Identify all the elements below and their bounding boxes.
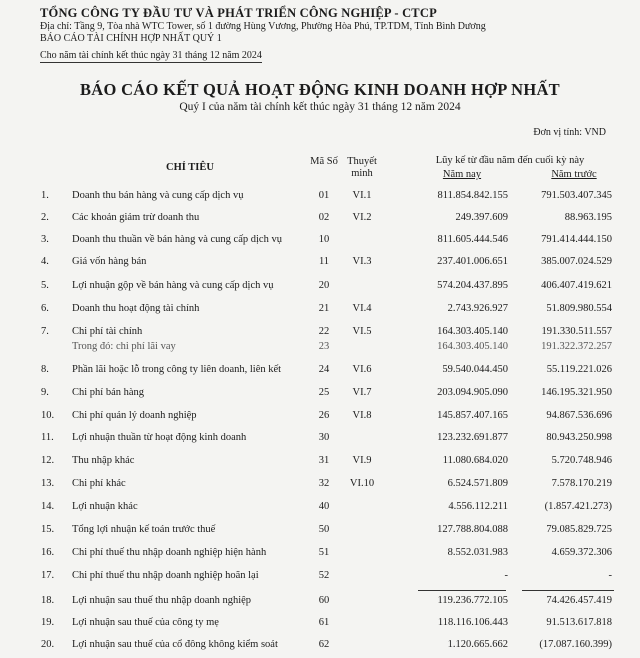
row-current-year: 811.605.444.546 — [437, 234, 508, 245]
row-code: 22 — [318, 326, 330, 337]
row-current-year: - — [504, 570, 508, 581]
row-previous-year: 94.867.536.696 — [546, 410, 612, 421]
row-label: Chi phí khác — [72, 478, 126, 489]
row-number: 16. — [41, 547, 55, 558]
table-row — [0, 501, 640, 515]
row-previous-year: 191.330.511.557 — [541, 326, 612, 337]
row-code: 10 — [318, 234, 330, 245]
table-row — [0, 595, 640, 609]
row-note: VI.9 — [352, 455, 372, 466]
report-period: Cho năm tài chính kết thúc ngày 31 tháng 12 năm 2024 — [40, 50, 262, 61]
row-previous-year: 385.007.024.529 — [541, 256, 612, 267]
column-header-chitieu: CHỈ TIÊU — [166, 162, 214, 173]
row-previous-year: 5.720.748.946 — [551, 455, 612, 466]
row-label: Chi phí thuế thu nhập doanh nghiệp hoãn lại — [72, 570, 259, 581]
row-code: 50 — [318, 524, 330, 535]
row-code: 60 — [318, 595, 330, 606]
row-previous-year: 406.407.419.621 — [541, 280, 612, 291]
row-current-year: 145.857.407.165 — [437, 410, 508, 421]
table-row — [0, 455, 640, 469]
row-current-year: 6.524.571.809 — [447, 478, 508, 489]
row-note: VI.1 — [352, 190, 372, 201]
column-header-maso: Mã Số — [310, 156, 338, 167]
table-row — [0, 570, 640, 584]
row-code: 01 — [318, 190, 330, 201]
row-number: 14. — [41, 501, 55, 512]
table-row — [0, 432, 640, 446]
row-note: VI.8 — [352, 410, 372, 421]
table-row — [0, 617, 640, 631]
row-label: Lợi nhuận gộp về bán hàng và cung cấp dịch vụ — [72, 280, 274, 291]
row-current-year: 11.080.684.020 — [442, 455, 508, 466]
row-code: 23 — [318, 341, 330, 352]
row-previous-year: 146.195.321.950 — [541, 387, 612, 398]
table-row — [0, 341, 640, 355]
row-current-year: 2.743.926.927 — [447, 303, 508, 314]
row-current-year: 1.120.665.662 — [447, 639, 508, 650]
column-header-thuyet-minh: Thuyết minh — [347, 156, 377, 179]
column-header-nam-nay: Năm nay — [442, 169, 482, 180]
company-name: TỔNG CÔNG TY ĐẦU TƯ VÀ PHÁT TRIỂN CÔNG NGHIỆP - CTCP — [40, 6, 437, 20]
row-note: VI.10 — [349, 478, 375, 489]
row-number: 9. — [41, 387, 49, 398]
row-label: Giá vốn hàng bán — [72, 256, 147, 267]
row-code: 62 — [318, 639, 330, 650]
table-row — [0, 256, 640, 270]
row-previous-year: 791.503.407.345 — [541, 190, 612, 201]
row-note: VI.6 — [352, 364, 372, 375]
row-label: Phần lãi hoặc lỗ trong công ty liên doanh, liên kết — [72, 364, 282, 375]
row-code: 24 — [318, 364, 330, 375]
row-number: 12. — [41, 455, 55, 466]
row-number: 8. — [41, 364, 49, 375]
row-code: 02 — [318, 212, 330, 223]
column-header-luy-ke: Lũy kế từ đầu năm đến cuối kỳ này — [435, 155, 585, 166]
row-label: Các khoản giảm trừ doanh thu — [72, 212, 200, 223]
row-previous-year: (17.087.160.399) — [539, 639, 612, 650]
row-previous-year: 51.809.980.554 — [546, 303, 612, 314]
row-previous-year: 80.943.250.998 — [546, 432, 612, 443]
row-number: 17. — [41, 570, 55, 581]
row-number: 15. — [41, 524, 55, 535]
row-code: 31 — [318, 455, 330, 466]
row-number: 18. — [41, 595, 55, 606]
table-row — [0, 478, 640, 492]
company-address: Địa chỉ: Tầng 9, Tòa nhà WTC Tower, số 1 đường Hùng Vương, Phường Hòa Phú, TP.TDM, Tỉnh Bình Dương — [40, 21, 486, 32]
row-label: Lợi nhuận sau thuế của cổ đông không kiểm soát — [72, 639, 278, 650]
row-label: Lợi nhuận thuần từ hoạt động kinh doanh — [72, 432, 247, 443]
row-code: 30 — [318, 432, 330, 443]
table-row — [0, 524, 640, 538]
row-current-year: 127.788.804.088 — [437, 524, 508, 535]
row-label: Lợi nhuận sau thuế của công ty mẹ — [72, 617, 219, 628]
table-row — [0, 280, 640, 294]
row-code: 61 — [318, 617, 330, 628]
row-code: 21 — [318, 303, 330, 314]
row-label: Lợi nhuận khác — [72, 501, 138, 512]
column-header-nam-truoc: Năm trước — [551, 169, 597, 180]
row-previous-year: 55.119.221.026 — [546, 364, 612, 375]
row-label: Chi phí thuế thu nhập doanh nghiệp hiện hành — [72, 547, 267, 558]
row-label: Doanh thu bán hàng và cung cấp dịch vụ — [72, 190, 244, 201]
row-current-year: 164.303.405.140 — [437, 326, 508, 337]
row-previous-year: - — [608, 570, 612, 581]
page-subtitle: Quý I của năm tài chính kết thúc ngày 31 tháng 12 năm 2024 — [179, 101, 461, 113]
row-previous-year: 791.414.444.150 — [541, 234, 612, 245]
row-previous-year: 4.659.372.306 — [551, 547, 612, 558]
row-code: 20 — [318, 280, 330, 291]
row-current-year: 118.116.106.443 — [437, 617, 508, 628]
table-row — [0, 639, 640, 653]
currency-unit: Đơn vị tính: VND — [533, 127, 606, 138]
row-previous-year: 79.085.829.725 — [546, 524, 612, 535]
document-header — [40, 6, 620, 63]
row-current-year: 249.397.609 — [455, 212, 508, 223]
row-current-year: 8.552.031.983 — [447, 547, 508, 558]
row-note: VI.2 — [352, 212, 372, 223]
table-row — [0, 547, 640, 561]
row-note: VI.7 — [352, 387, 372, 398]
row-number: 13. — [41, 478, 55, 489]
row-code: 40 — [318, 501, 330, 512]
row-label: Chi phí tài chính — [72, 326, 143, 337]
row-number: 2. — [41, 212, 49, 223]
row-current-year: 4.556.112.211 — [448, 501, 508, 512]
table-row — [0, 303, 640, 317]
row-note: VI.3 — [352, 256, 372, 267]
row-code: 25 — [318, 387, 330, 398]
row-label: Thu nhập khác — [72, 455, 135, 466]
row-code: 32 — [318, 478, 330, 489]
table-row — [0, 190, 640, 204]
table-row — [0, 387, 640, 401]
row-label: Doanh thu thuần về bán hàng và cung cấp dịch vụ — [72, 234, 282, 245]
table-row — [0, 234, 640, 248]
row-current-year: 203.094.905.090 — [437, 387, 508, 398]
row-label: Doanh thu hoạt động tài chính — [72, 303, 200, 314]
row-previous-year: 74.426.457.419 — [546, 595, 612, 606]
row-number: 4. — [41, 256, 49, 267]
total-rule-current — [418, 590, 506, 591]
row-code: 26 — [318, 410, 330, 421]
row-current-year: 123.232.691.877 — [437, 432, 508, 443]
row-label: Trong đó: chi phí lãi vay — [72, 341, 176, 352]
row-number: 10. — [41, 410, 55, 421]
row-code: 11 — [318, 256, 330, 267]
row-label: Chi phí bán hàng — [72, 387, 145, 398]
row-current-year: 119.236.772.105 — [437, 595, 508, 606]
row-previous-year: 191.322.372.257 — [541, 341, 612, 352]
row-current-year: 59.540.044.450 — [442, 364, 508, 375]
page-title: BÁO CÁO KẾT QUẢ HOẠT ĐỘNG KINH DOANH HỢP NHẤT — [80, 80, 560, 99]
row-label: Tổng lợi nhuận kế toán trước thuế — [72, 524, 216, 535]
total-rule-previous — [522, 590, 614, 591]
row-current-year: 811.854.842.155 — [437, 190, 508, 201]
table-row — [0, 364, 640, 378]
row-label: Lợi nhuận sau thuế thu nhập doanh nghiệp — [72, 595, 252, 606]
row-note: VI.4 — [352, 303, 372, 314]
row-previous-year: 7.578.170.219 — [551, 478, 612, 489]
row-label: Chi phí quản lý doanh nghiệp — [72, 410, 197, 421]
row-number: 5. — [41, 280, 49, 291]
row-number: 3. — [41, 234, 49, 245]
row-current-year: 164.303.405.140 — [437, 341, 508, 352]
row-number: 6. — [41, 303, 49, 314]
row-number: 20. — [41, 639, 55, 650]
row-number: 7. — [41, 326, 49, 337]
row-code: 52 — [318, 570, 330, 581]
row-previous-year: (1.857.421.273) — [544, 501, 612, 512]
table-row — [0, 410, 640, 424]
row-number: 11. — [41, 432, 54, 443]
table-row — [0, 326, 640, 340]
row-code: 51 — [318, 547, 330, 558]
row-current-year: 237.401.006.651 — [437, 256, 508, 267]
row-current-year: 574.204.437.895 — [437, 280, 508, 291]
table-row — [0, 212, 640, 226]
row-note: VI.5 — [352, 326, 372, 337]
row-number: 19. — [41, 617, 55, 628]
row-previous-year: 91.513.617.818 — [546, 617, 612, 628]
row-number: 1. — [41, 190, 49, 201]
row-previous-year: 88.963.195 — [564, 212, 612, 223]
report-type: BÁO CÁO TÀI CHÍNH HỢP NHẤT QUÝ 1 — [40, 33, 222, 44]
